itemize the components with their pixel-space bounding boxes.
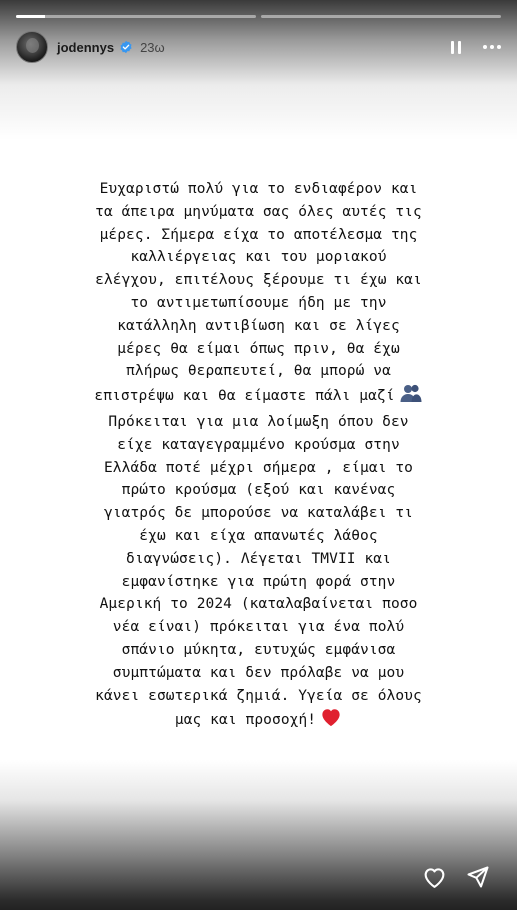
heart-outline-icon[interactable] — [421, 864, 447, 890]
story-text-line: πλήρως θεραπευτεί, θα μπορώ να — [126, 363, 391, 380]
send-icon[interactable] — [465, 864, 491, 890]
verified-badge-icon — [119, 40, 133, 54]
avatar[interactable] — [16, 31, 48, 63]
story-text-line: είχε καταγεγραμμένο κρούσμα στην — [117, 436, 400, 453]
story-progress-bar — [16, 15, 501, 18]
story-text-line: κάνει εσωτερικά ζημιά. Υγεία σε όλους — [95, 687, 422, 704]
story-text-line-with-emoji — [30, 707, 487, 735]
story-text — [30, 178, 487, 735]
story-text-line: Ελλάδα ποτέ μέχρι σήμερα , είμαι το — [103, 459, 414, 476]
progress-segment-active — [261, 15, 501, 18]
story-text-line: Ευχαριστώ πολύ για το ενδιαφέρον και — [99, 181, 418, 197]
story-text-segment: επιστρέψω και θα είμαστε πάλι μαζί — [94, 388, 395, 405]
story-text-line: διαγνώσεις). Λέγεται TMVII και — [126, 550, 391, 567]
story-text-line: Αμερική το 2024 (καταλαβαίνεται ποσο — [99, 596, 418, 613]
story-header — [16, 30, 503, 64]
story-text-line: το αντιμετωπίσουμε ήδη με την — [130, 294, 387, 311]
story-time-ago: 23ω — [140, 39, 165, 55]
story-text-line: εμφανίστηκε για πρώτη φορά στην — [121, 573, 396, 590]
story-text-line: μέρες. Σήμερα είχα το αποτέλεσμα της — [99, 226, 418, 243]
story-text-line: συμπτώματα και δεν πρόλαβε να μου — [112, 664, 405, 681]
story-text-line: ελέγχου, επιτέλους ξέρουμε τι έχω και — [95, 272, 422, 289]
story-footer — [421, 864, 491, 890]
story-text-line: καλλιέργειας και του μοριακού — [130, 249, 387, 266]
story-text-line: Πρόκειται για μια λοίμωξη όπου δεν — [108, 413, 409, 430]
story-text-segment: μας και προσοχή! — [174, 712, 317, 729]
story-text-line: πρώτο κρούσμα (εξού και κανένας — [121, 482, 396, 499]
story-text-line: σπάνιο μύκητα, ευτυχώς εμφάνισα — [121, 641, 396, 658]
more-horizontal-icon[interactable] — [481, 41, 503, 53]
story-text-line: έχω και είχα απανωτές λάθος — [139, 527, 378, 544]
pause-icon[interactable] — [447, 38, 465, 56]
story-text-line: μέρες θα είμαι όπως πριν, θα έχω — [117, 340, 400, 357]
red-heart-emoji — [320, 707, 342, 735]
story-text-line: νέα είναι) πρόκειται για ένα πολύ — [112, 619, 405, 636]
progress-segment-viewed — [16, 15, 256, 18]
username[interactable]: jodennys — [57, 39, 115, 55]
story-text-line-with-emoji — [30, 383, 487, 411]
story-text-line: τα άπειρα μηνύματα σας όλες αυτές τις — [95, 203, 422, 220]
story-text-line: γιατρός δε μπορούσε να καταλάβει τι — [103, 505, 414, 522]
people-silhouette-emoji — [399, 383, 423, 411]
story-text-line: κατάλληλη αντιβίωση και σε λίγες — [117, 317, 400, 334]
